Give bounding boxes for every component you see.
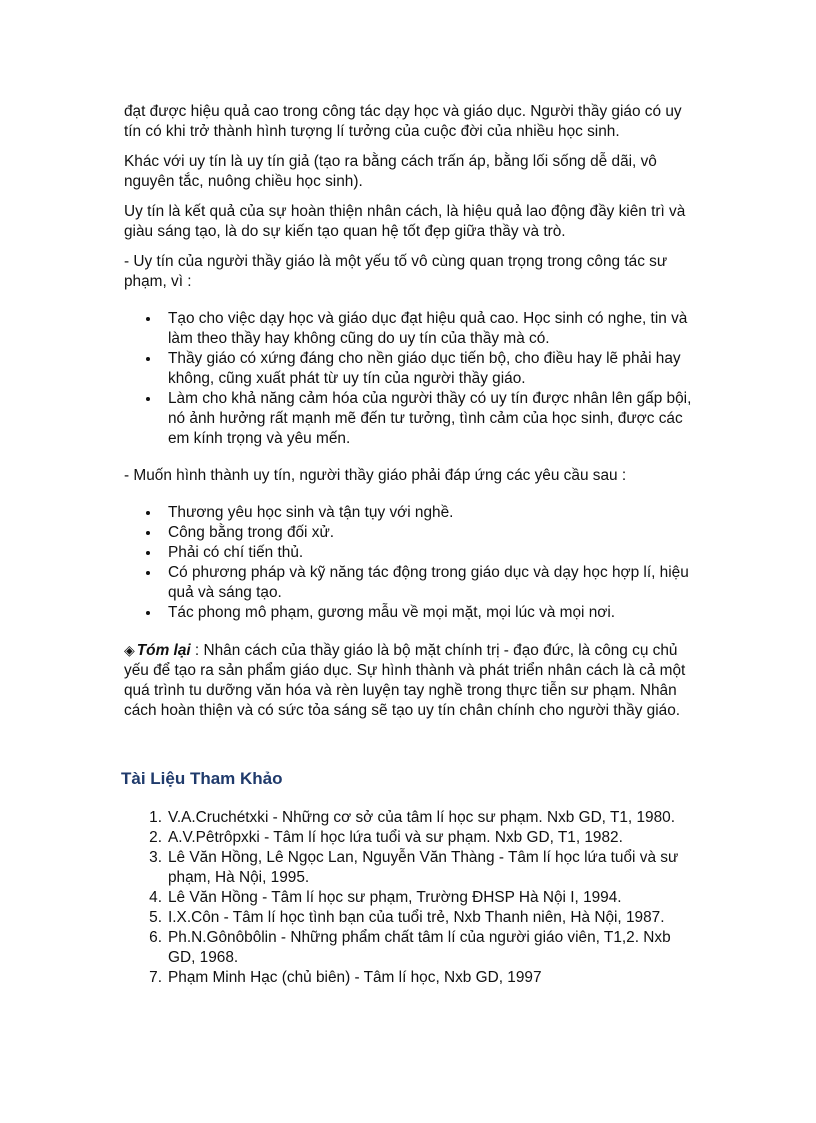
reference-number: 1.	[149, 809, 162, 826]
intro-paragraph: - Uy tín của người thầy giáo là một yếu tố vô cùng quan trọng trong công tác sư phạm, vì :	[124, 253, 668, 290]
list-item: Thương yêu học sinh và tận tụy với nghề.	[168, 503, 699, 523]
reference-text: Phạm Minh Hạc (chủ biên) - Tâm lí học, Nxb GD, 1997	[168, 969, 542, 986]
reference-text: Ph.N.Gônôbôlin - Những phẩm chất tâm lí của người giáo viên, T1,2. Nxb GD, 1968.	[168, 929, 671, 966]
reference-number: 7.	[149, 969, 162, 986]
intro-paragraph: Khác với uy tín là uy tín giả (tạo ra bằng cách trấn áp, bằng lối sống dễ dãi, vô nguyên tắc, nuông chiều học sinh).	[124, 153, 657, 190]
list-item: Thầy giáo có xứng đáng cho nền giáo dục tiến bộ, cho điều hay lẽ phải hay không, cũng xuất phát từ uy tín của người thầy giáo.	[168, 349, 699, 389]
diamond-icon: ◈	[124, 642, 135, 658]
summary-label: Tóm lại	[136, 642, 191, 659]
list-item: Làm cho khả năng cảm hóa của người thầy có uy tín được nhân lên gấp bội, nó ảnh hưởng rất mạnh mẽ đến tư tưởng, tình cảm của học sinh, được các em kính trọng và yêu mến.	[168, 389, 699, 449]
reasons-list	[124, 309, 699, 449]
reference-number: 3.	[149, 849, 162, 866]
list-item: Công bằng trong đối xử.	[168, 523, 699, 543]
reference-text: Lê Văn Hồng - Tâm lí học sư phạm, Trường ĐHSP Hà Nội I, 1994.	[168, 889, 622, 906]
reference-item	[149, 928, 699, 968]
list-item: Tạo cho việc dạy học và giáo dục đạt hiệu quả cao. Học sinh có nghe, tin và làm theo thầy hay không cũng do uy tín của thầy mà có.	[168, 309, 699, 349]
intro-paragraph: Uy tín là kết quả của sự hoàn thiện nhân cách, là hiệu quả lao động đầy kiên trì và giàu sáng tạo, là do sự kiến tạo quan hệ tốt đẹp giữa thầy và trò.	[124, 203, 686, 240]
intro-paragraph: đạt được hiệu quả cao trong công tác dạy học và giáo dục. Người thầy giáo có uy tín có khi trở thành hình tượng lí tưởng của cuộc đời của nhiều học sinh.	[124, 103, 682, 140]
reference-item	[149, 828, 699, 848]
reference-item	[149, 848, 699, 888]
reference-text: V.A.Cruchétxki - Những cơ sở của tâm lí học sư phạm. Nxb GD, T1, 1980.	[168, 809, 675, 826]
reference-number: 2.	[149, 829, 162, 846]
reference-number: 5.	[149, 909, 162, 926]
reference-text: I.X.Côn - Tâm lí học tình bạn của tuổi trẻ, Nxb Thanh niên, Hà Nội, 1987.	[168, 909, 665, 926]
reference-item	[149, 968, 699, 988]
reference-item	[149, 908, 699, 928]
list-item: Phải có chí tiến thủ.	[168, 543, 699, 563]
list-item: Tác phong mô phạm, gương mẫu về mọi mặt, mọi lúc và mọi nơi.	[168, 603, 699, 623]
reference-number: 4.	[149, 889, 162, 906]
reference-item	[149, 888, 699, 908]
reference-number: 6.	[149, 929, 162, 946]
document-page	[121, 102, 699, 988]
reference-item	[149, 808, 699, 828]
summary-paragraph	[124, 640, 699, 721]
reference-text: Lê Văn Hồng, Lê Ngọc Lan, Nguyễn Văn Thàng - Tâm lí học lứa tuổi và sư phạm, Hà Nội, 1995.	[168, 849, 679, 886]
list-item: Có phương pháp và kỹ năng tác động trong giáo dục và dạy học hợp lí, hiệu quả và sáng tạo.	[168, 563, 699, 603]
reference-text: A.V.Pêtrôpxki - Tâm lí học lứa tuổi và sư phạm. Nxb GD, T1, 1982.	[168, 829, 623, 846]
summary-text: : Nhân cách của thầy giáo là bộ mặt chính trị - đạo đức, là công cụ chủ yếu để tạo ra sản phẩm giáo dục. Sự hình thành và phát triển nhân cách là cả một quá trình tu dưỡng văn hóa và rèn luyện tay nghề trong thực tiễn sư phạm. Nhân cách hoàn thiện và có sức tỏa sáng sẽ tạo uy tín chân chính cho người thầy giáo.	[124, 642, 686, 719]
references-heading: Tài Liệu Tham Khảo	[121, 769, 283, 788]
requirements-intro: - Muốn hình thành uy tín, người thầy giáo phải đáp ứng các yêu cầu sau :	[124, 467, 627, 484]
requirements-list	[124, 503, 699, 623]
references-list	[124, 808, 699, 988]
